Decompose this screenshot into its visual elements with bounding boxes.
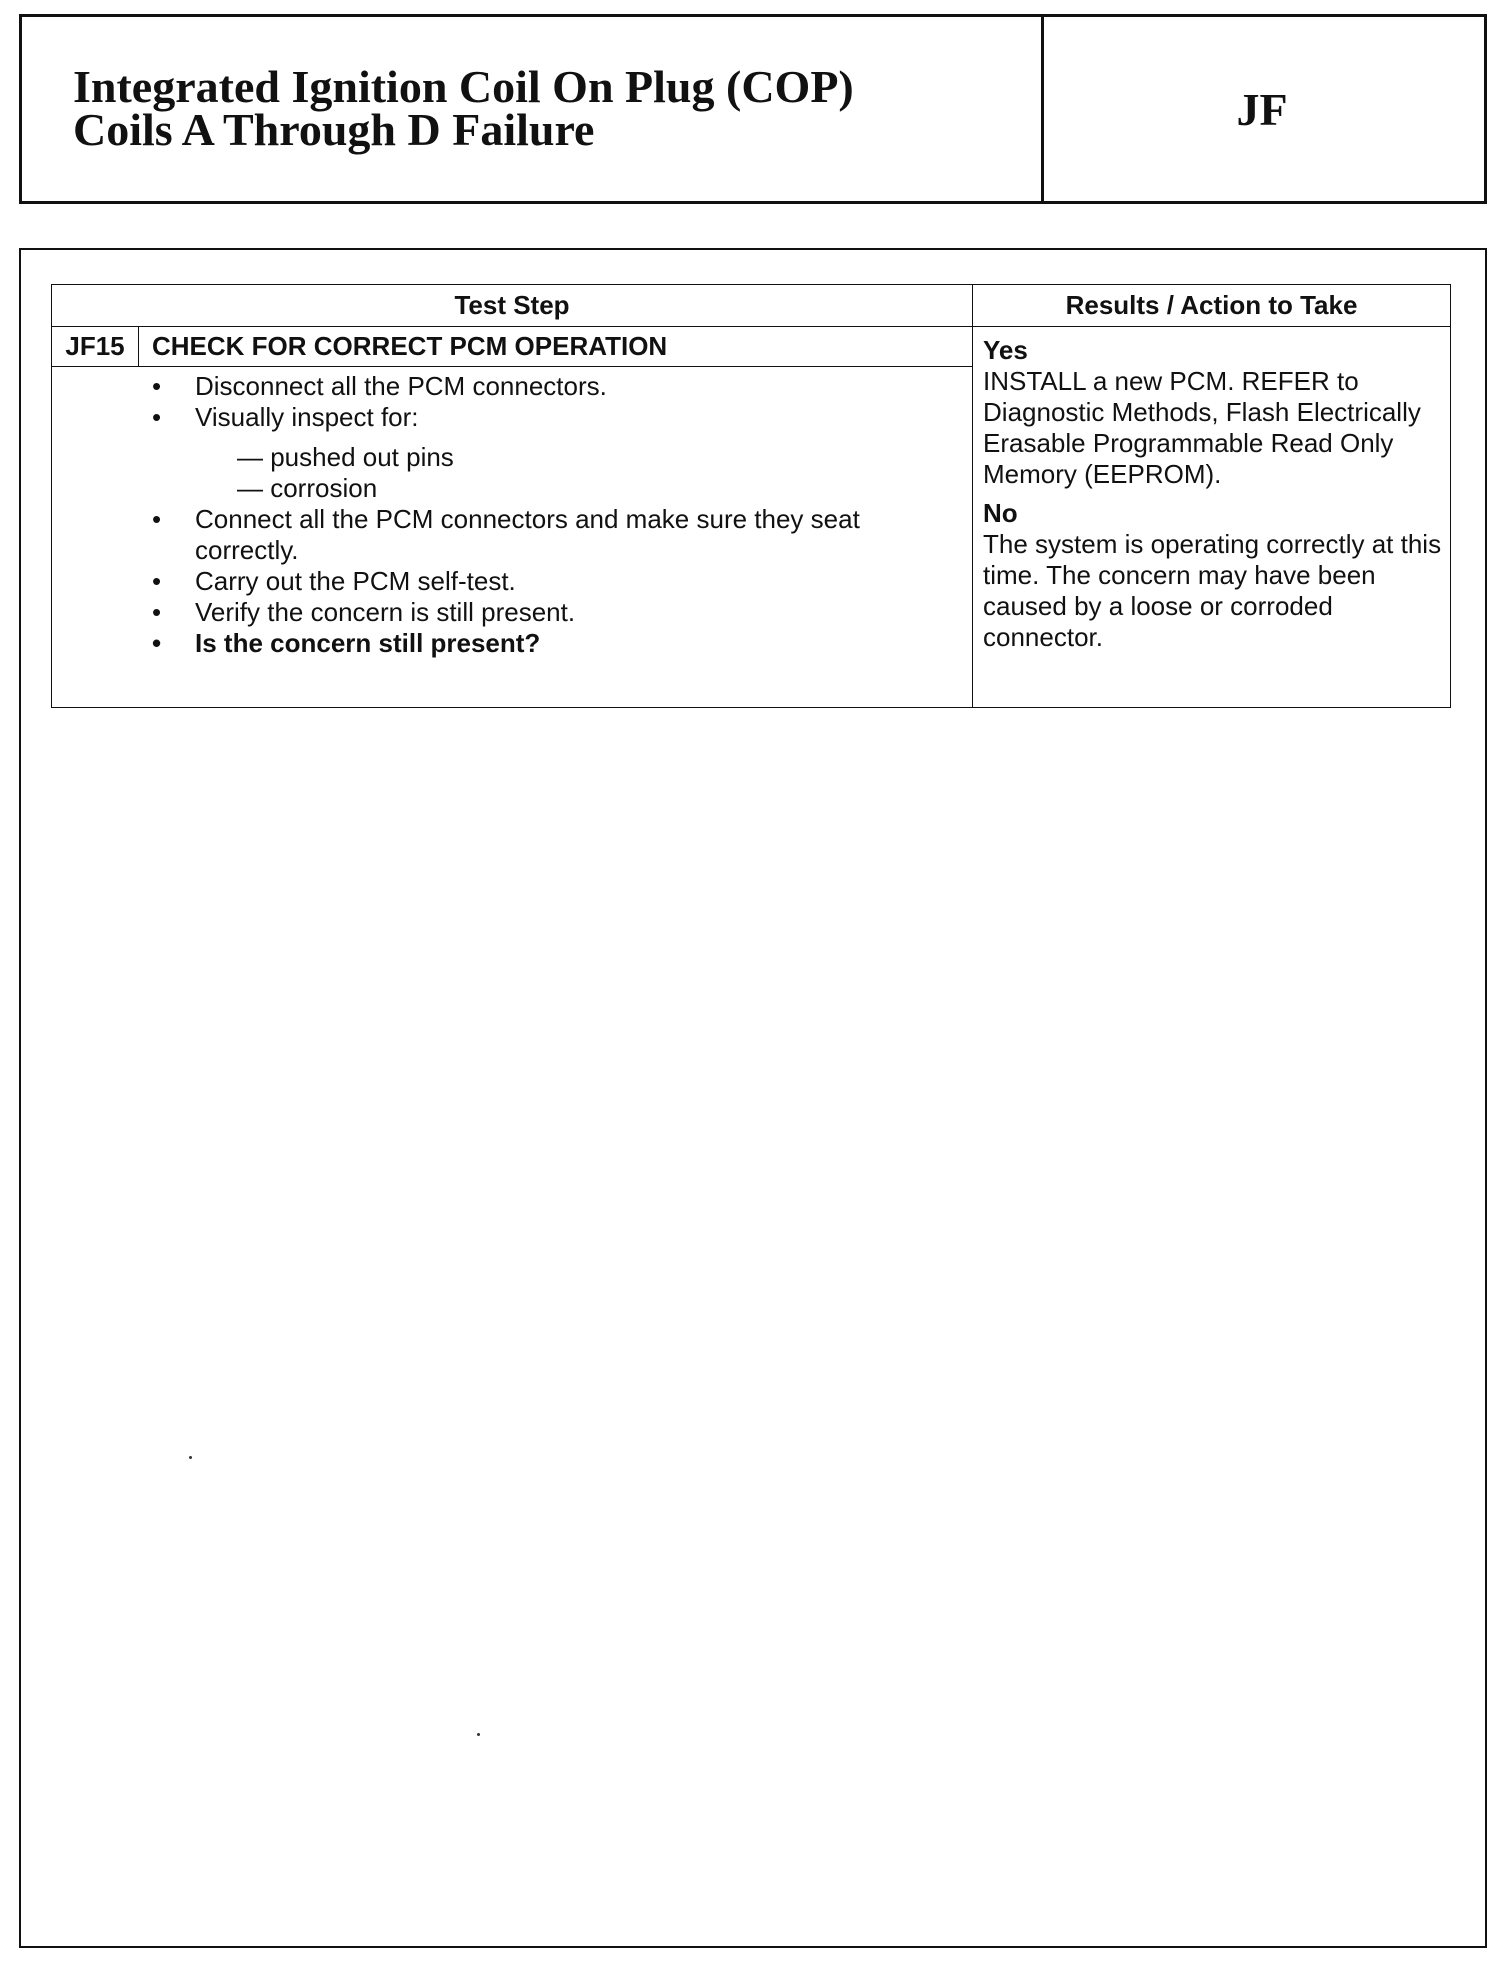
bullet-icon: • (152, 566, 162, 596)
list-item (52, 566, 972, 597)
list-item-text: Disconnect all the PCM connectors. (195, 371, 607, 401)
list-item (52, 504, 972, 566)
table-header-row (52, 285, 1451, 327)
step-instructions (52, 367, 973, 708)
step-title: CHECK FOR CORRECT PCM OPERATION (139, 327, 973, 367)
result-yes-text: INSTALL a new PCM. REFER to Diagnostic Methods, Flash Electrically Erasable Programmable Read Only Memory (EEPROM). (983, 366, 1421, 489)
bullet-icon: • (152, 504, 162, 534)
list-item (52, 371, 972, 402)
list-item-text: Carry out the PCM self-test. (195, 566, 516, 596)
page-title-line-1: Integrated Ignition Coil On Plug (COP) (73, 61, 854, 112)
step-id: JF15 (52, 327, 139, 367)
results-cell (973, 327, 1451, 708)
section-code: JF (1236, 83, 1288, 135)
sub-list-item: — pushed out pins (237, 442, 454, 472)
list-item-text: Visually inspect for: (195, 402, 419, 432)
page-header (19, 14, 1487, 204)
list-item-text: Verify the concern is still present. (195, 597, 576, 627)
result-no-label: No (983, 498, 1018, 528)
test-step-column-header: Test Step (52, 285, 973, 327)
scan-speck (189, 1456, 192, 1459)
list-item (52, 597, 972, 628)
list-item-text: Is the concern still present? (195, 628, 541, 658)
list-item (52, 402, 972, 504)
sub-list-item: — corrosion (237, 473, 378, 503)
bullet-icon: • (152, 628, 162, 658)
result-yes-label: Yes (983, 335, 1028, 365)
page-title (22, 17, 1044, 201)
list-item-question (52, 628, 972, 659)
test-step-table (51, 284, 1451, 708)
sub-list (195, 442, 952, 504)
bullet-icon: • (152, 597, 162, 627)
results-column-header: Results / Action to Take (973, 285, 1451, 327)
bullet-icon: • (152, 371, 162, 401)
instruction-list (52, 371, 972, 659)
step-title-row (52, 327, 1451, 367)
list-item-text: Connect all the PCM connectors and make sure they seat correctly. (195, 504, 860, 565)
bullet-icon: • (152, 402, 162, 432)
result-no-text: The system is operating correctly at this time. The concern may have been caused by a loose or corroded connector. (983, 529, 1442, 652)
page-title-line-2: Coils A Through D Failure (73, 104, 595, 155)
scan-speck (477, 1733, 480, 1736)
